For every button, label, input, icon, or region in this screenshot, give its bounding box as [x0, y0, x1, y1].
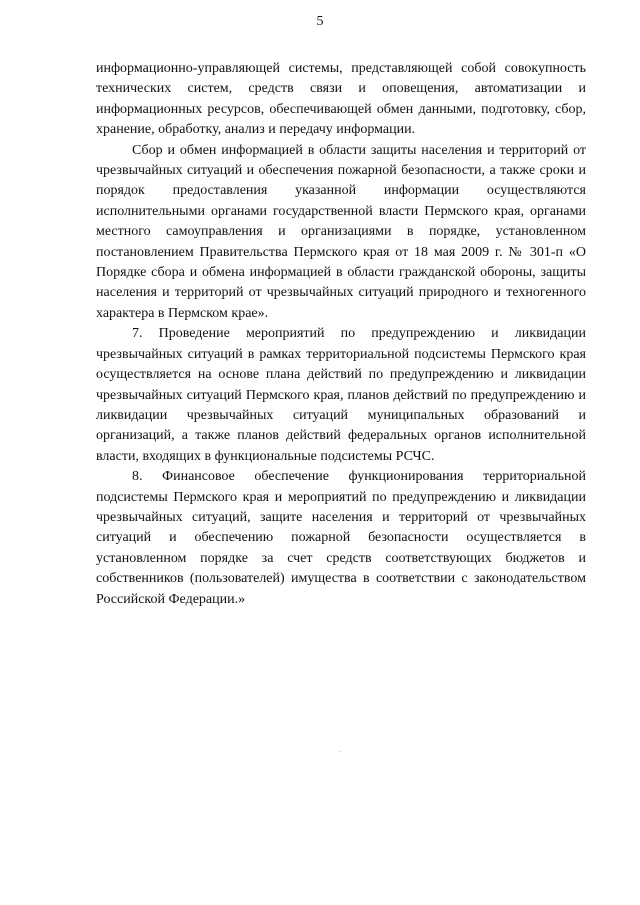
scan-speck	[340, 751, 341, 752]
paragraph-item-8: 8. Финансовое обеспечение функционирования территориальной подсистемы Пермского края и мероприятий по предупреждению и ликвидации чрезвычайных ситуаций, защите населения и территорий от чрезвычайных ситуаций и обеспечению пожарной безопасности осуществляется в установленном порядке за счет средств соответствующих бюджетов и собственников (пользователей) имущества в соответствии с законодательством Российской Федерации.»	[96, 469, 586, 607]
page-number: 5	[316, 14, 324, 29]
paragraph-continuation: информационно-управляющей системы, представляющей собой совокупность технических систем, средств связи и оповещения, автоматизации и информационных ресурсов, обеспечивающей обмен данными, подготовку, сбор, хранение, обработку, анализ и передачу информации.	[96, 61, 586, 138]
document-body	[96, 59, 586, 610]
paragraph-information-exchange: Сбор и обмен информацией в области защиты населения и территорий от чрезвычайных ситуаций и обеспечения пожарной безопасности, а также сроки и порядок предоставления указанной информации осуществляются исполнительными органами государственной власти Пермского края, органами местного самоуправления и организациями в порядке, установленном постановлением Правительства Пермского края от 18 мая 2009 г. № 301-п «О Порядке сбора и обмена информацией в области гражданской обороны, защиты населения и территорий от чрезвычайных ситуаций природного и техногенного характера в Пермском крае».	[96, 142, 586, 321]
paragraph-item-7: 7. Проведение мероприятий по предупреждению и ликвидации чрезвычайных ситуаций в рамках территориальной подсистемы Пермского края осуществляется на основе плана действий по предупреждению и ликвидации чрезвычайных ситуаций Пермского края, планов действий по предупреждению и ликвидации чрезвычайных ситуаций муниципальных образований и организаций, а также планов действий федеральных органов исполнительной власти, входящих в функциональные подсистемы РСЧС.	[96, 326, 586, 464]
